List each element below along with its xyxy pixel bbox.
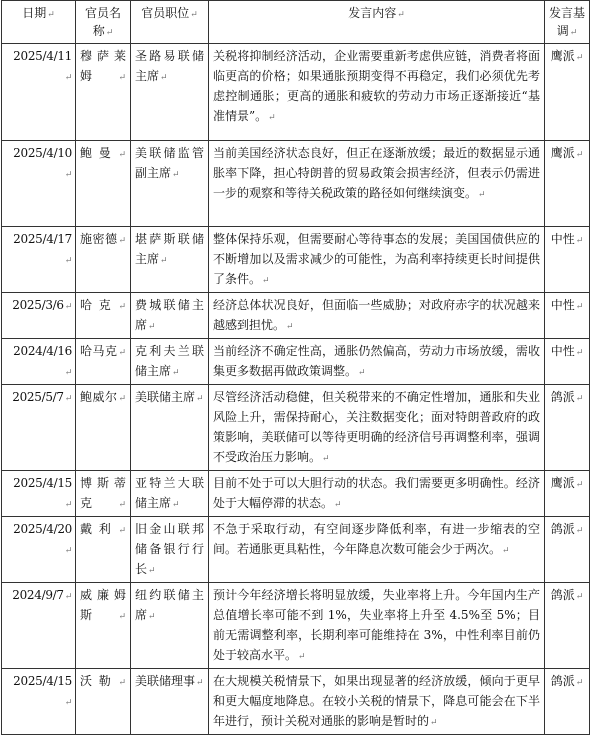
cell-position-text: 克利夫兰联储主席 [135,344,204,378]
cell-position-text: 费城联储主席 [135,298,204,332]
cell-date: 2024/4/16↵ [2,339,76,385]
cell-position: 圣路易联储主席↵ [131,44,209,141]
cell-position: 费城联储主席↵ [131,293,209,339]
cell-date-text: 2025/3/6 [12,298,64,312]
cell-position: 纽约联储主席↵ [131,583,209,669]
table-row [2,471,590,517]
cell-name: 穆萨莱姆↵ [76,44,131,141]
cell-tone: 鸽派↵ [545,669,590,735]
cell-date-text: 2024/9/7 [12,588,64,602]
cell-date-text: 2025/4/15 [13,674,72,688]
cell-date: 2025/4/17↵ [2,227,76,293]
cell-date-text: 2025/4/10 [13,146,72,160]
cell-position: 美联储监管副主席↵ [131,141,209,227]
header-tone: 发言基调↵ [545,1,590,44]
cell-content-text: 目前不处于可以大胆行动的状态。我们需要更多明确性。经济处于大幅停滞的状态。 [213,476,540,510]
table-row [2,385,590,471]
cell-content-text: 关税将抑制经济活动，企业需要重新考虑供应链，消费者将面临更高的价格；如果通胀预期变得不再稳定，我们必须优先考虑控制通胀；更高的通胀和疲软的劳动力市场正逐渐接近“基准情景”。 [213,49,540,123]
cell-name-text: 施密德 [80,232,118,246]
header-name: 官员名称↵ [76,1,131,44]
cell-position-text: 美联储理事 [135,674,196,688]
cell-position-text: 美联储主席 [135,390,196,404]
cell-position: 旧金山联邦储备银行行长↵ [131,517,209,583]
cell-tone: 鸽派↵ [545,583,590,669]
cell-date: 2024/9/7↵ [2,583,76,669]
cell-tone: 鹰派↵ [545,44,590,141]
cell-tone-text: 鹰派 [550,476,575,490]
cell-content-text: 不急于采取行动，有空间逐步降低利率，有进一步缩表的空间。若通胀更具粘性，今年降息次数可能会少于两次。 [213,522,540,556]
cell-content: 整体保持乐观，但需要耐心等待事态的发展；美国国债供应的不断增加以及需求减少的可能性，为高利率持续更长时间提供了条件。↵ [209,227,545,293]
cell-name-text: 鲍威尔 [80,390,118,404]
cell-position: 克利夫兰联储主席↵ [131,339,209,385]
cell-tone-text: 鸽派 [550,674,575,688]
header-position: 官员职位↵ [131,1,209,44]
cell-date: 2025/4/15↵ [2,471,76,517]
cell-name-text: 穆萨莱姆 [80,49,126,83]
cell-tone: 中性↵ [545,227,590,293]
header-row [2,1,590,44]
cell-name: 鲍威尔↵ [76,385,131,471]
cell-content: 关税将抑制经济活动，企业需要重新考虑供应链，消费者将面临更高的价格；如果通胀预期变得不再稳定，我们必须优先考虑控制通胀；更高的通胀和疲软的劳动力市场正逐渐接近“基准情景”。↵ [209,44,545,141]
cell-content-text: 经济总体状况良好，但面临一些威胁；对政府赤字的状况越来越感到担忧。 [213,298,540,332]
cell-tone-text: 中性 [550,232,575,246]
cell-content: 预计今年经济增长将明显放缓，失业率将上升。今年国内生产总值增长率可能不到 1%，失业率将上升至 4.5%至 5%；目前无需调整利率，长期利率可能维持在 3%，中性利率目前仍处于较高水平。↵ [209,583,545,669]
cell-name-text: 博斯蒂克 [80,476,126,510]
cell-name: 鲍曼↵ [76,141,131,227]
cell-name: 哈克↵ [76,293,131,339]
cell-name-text: 威廉姆斯 [80,588,126,622]
table-row [2,44,590,141]
cell-content: 当前美国经济状态良好，但正在逐渐放缓；最近的数据显示通胀率下降，担心特朗普的贸易政策会损害经济，但表示仍需进一步的观察和等待关税政策的路径如何继续演变。↵ [209,141,545,227]
cell-content-text: 在大规模关税情景下，如果出现显著的经济放缓，倾向于更早和更大幅度地降息。在较小关税的情景下，降息可能会在下半年进行，预计关税对通胀的影响是暂时的 [213,674,540,728]
cell-date: 2025/4/15↵ [2,669,76,735]
table-row [2,669,590,735]
header-date: 日期↵ [2,1,76,44]
table-row [2,339,590,385]
cell-content: 当前经济不确定性高，通胀仍然偏高，劳动力市场放缓，需收集更多数据再做政策调整。↵ [209,339,545,385]
cell-position-text: 圣路易联储主席 [135,49,204,83]
cell-date: 2025/3/6↵ [2,293,76,339]
cell-date-text: 2025/4/11 [13,49,72,63]
cell-position-text: 亚特兰大联储主席 [135,476,204,510]
cell-date: 2025/4/10↵ [2,141,76,227]
cell-tone: 中性↵ [545,293,590,339]
cell-tone-text: 鹰派 [550,146,575,160]
cell-date-text: 2025/4/15 [13,476,72,490]
cell-tone: 鹰派↵ [545,471,590,517]
cell-tone-text: 鸽派 [550,588,575,602]
cell-position-text: 美联储监管副主席 [135,146,204,180]
cell-content: 尽管经济活动稳健，但关税带来的不确定性增加，通胀和失业风险上升，需保持耐心，关注数据变化；面对特朗普政府的政策影响，美联储可以等待更明确的经济信号再调整利率，强调不受政治压力影响。↵ [209,385,545,471]
cell-position-text: 堪萨斯联储主席 [135,232,204,266]
cell-name: 博斯蒂克↵ [76,471,131,517]
cell-tone-text: 鸽派 [550,522,575,536]
cell-content: 不急于采取行动，有空间逐步降低利率，有进一步缩表的空间。若通胀更具粘性，今年降息次数可能会少于两次。↵ [209,517,545,583]
cell-date-text: 2025/4/20 [13,522,72,536]
table-row [2,227,590,293]
cell-content: 在大规模关税情景下，如果出现显著的经济放缓，倾向于更早和更大幅度地降息。在较小关税的情景下，降息可能会在下半年进行，预计关税对通胀的影响是暂时的↵ [209,669,545,735]
cell-date: 2025/4/20↵ [2,517,76,583]
table-row [2,583,590,669]
cell-content-text: 当前美国经济状态良好，但正在逐渐放缓；最近的数据显示通胀率下降，担心特朗普的贸易政策会损害经济，但表示仍需进一步的观察和等待关税政策的路径如何继续演变。 [213,146,540,200]
cell-tone-text: 鹰派 [550,49,575,63]
cell-date-text: 2025/5/7 [12,390,64,404]
cell-tone: 中性↵ [545,339,590,385]
cell-tone: 鸽派↵ [545,385,590,471]
cell-tone-text: 中性 [550,298,575,312]
cell-position: 堪萨斯联储主席↵ [131,227,209,293]
cell-name-text: 沃勒 [80,674,118,688]
cell-name: 哈马克↵ [76,339,131,385]
cell-position: 美联储理事↵ [131,669,209,735]
cell-name-text: 哈克 [80,298,118,312]
table-row [2,141,590,227]
cell-date-text: 2025/4/17 [13,232,72,246]
cell-content-text: 整体保持乐观，但需要耐心等待事态的发展；美国国债供应的不断增加以及需求减少的可能性，为高利率持续更长时间提供了条件。 [213,232,540,286]
cell-name-text: 戴利 [80,522,118,536]
cell-tone-text: 鸽派 [550,390,575,404]
cell-date-text: 2024/4/16 [13,344,72,358]
cell-tone-text: 中性 [550,344,575,358]
cell-name: 威廉姆斯↵ [76,583,131,669]
cell-content: 经济总体状况良好，但面临一些威胁；对政府赤字的状况越来越感到担忧。↵ [209,293,545,339]
cell-name-text: 哈马克 [80,344,118,358]
cell-position: 亚特兰大联储主席↵ [131,471,209,517]
cell-name: 施密德↵ [76,227,131,293]
cell-content-text: 预计今年经济增长将明显放缓，失业率将上升。今年国内生产总值增长率可能不到 1%，失业率将上升至 4.5%至 5%；目前无需调整利率，长期利率可能维持在 3%，中性利率目前仍处于较高水平。 [213,588,540,662]
cell-position-text: 旧金山联邦储备银行行长 [135,522,204,576]
cell-position: 美联储主席↵ [131,385,209,471]
header-content: 发言内容↵ [209,1,545,44]
cell-content: 目前不处于可以大胆行动的状态。我们需要更多明确性。经济处于大幅停滞的状态。↵ [209,471,545,517]
cell-name-text: 鲍曼 [80,146,118,160]
cell-date: 2025/5/7↵ [2,385,76,471]
cell-date: 2025/4/11↵ [2,44,76,141]
cell-name: 沃勒↵ [76,669,131,735]
fed-speech-table [1,0,590,735]
cell-content-text: 当前经济不确定性高，通胀仍然偏高，劳动力市场放缓，需收集更多数据再做政策调整。 [213,344,540,378]
cell-position-text: 纽约联储主席 [135,588,204,622]
cell-name: 戴利↵ [76,517,131,583]
cell-tone: 鹰派↵ [545,141,590,227]
cell-tone: 鸽派↵ [545,517,590,583]
table-row [2,293,590,339]
cell-content-text: 尽管经济活动稳健，但关税带来的不确定性增加，通胀和失业风险上升，需保持耐心，关注数据变化；面对特朗普政府的政策影响，美联储可以等待更明确的经济信号再调整利率，强调不受政治压力影响。 [213,390,540,464]
table-row [2,517,590,583]
